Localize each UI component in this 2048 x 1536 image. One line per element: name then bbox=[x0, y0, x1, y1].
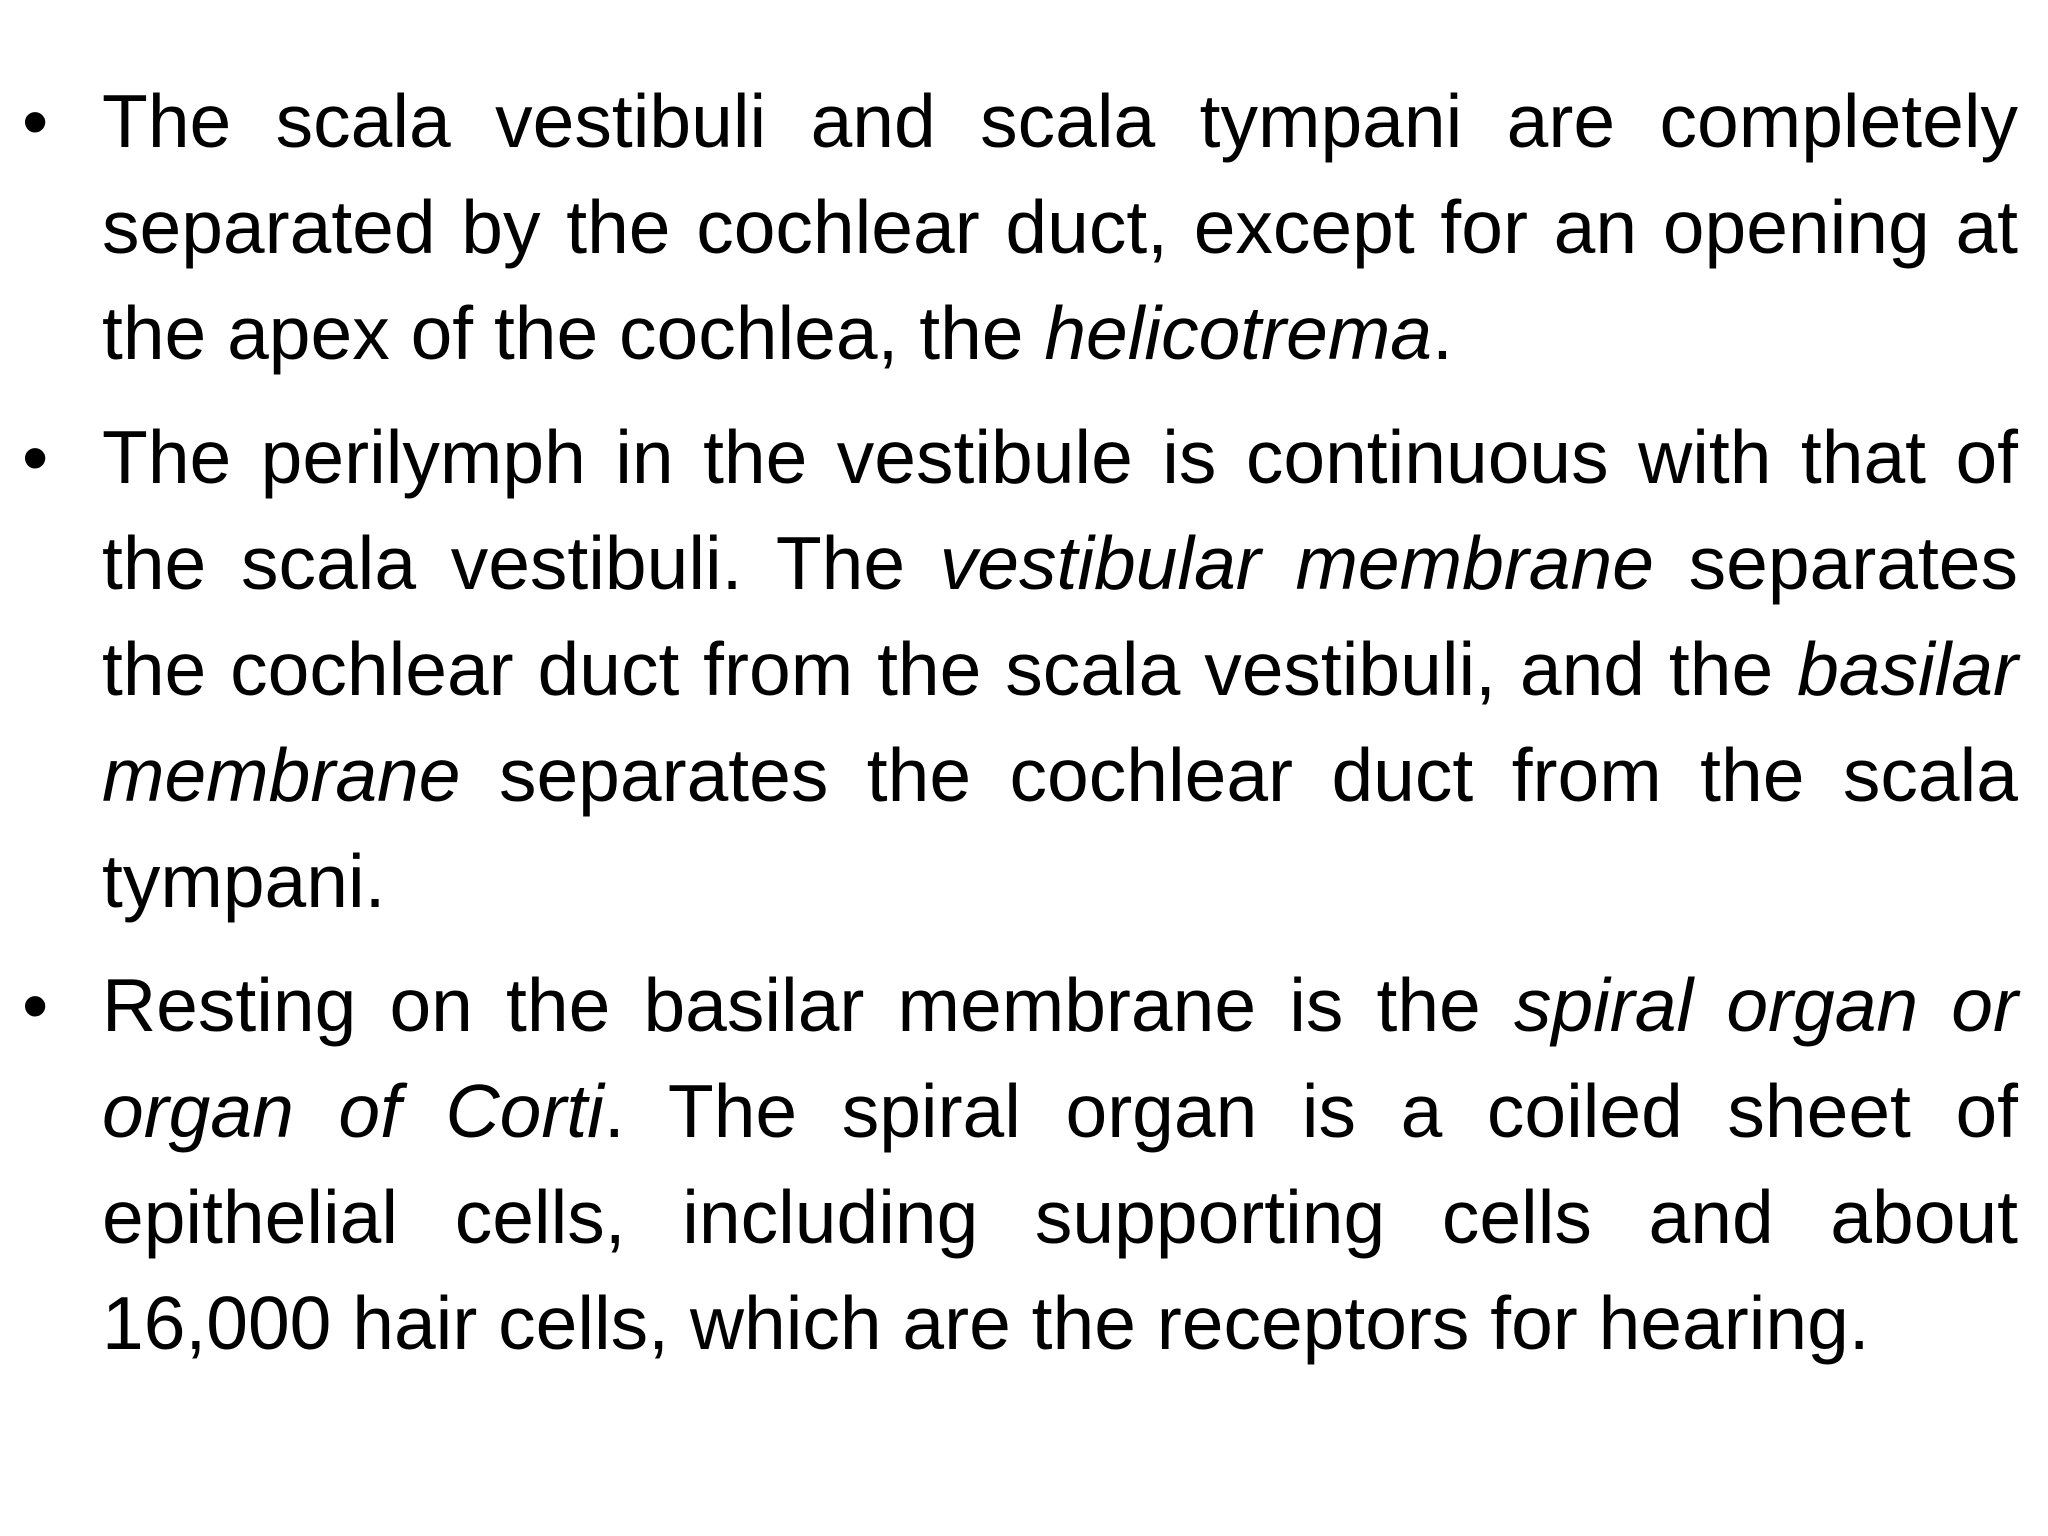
bullet-text-segment: separates the cochlear duct from the scala vestibuli, and the bbox=[102, 521, 2018, 711]
bullet-marker: • bbox=[22, 963, 49, 1047]
term-organ-of-corti: spiral organ or organ of Corti bbox=[102, 963, 2018, 1153]
bullet-text-segment: . bbox=[1432, 291, 1453, 375]
bullet-marker: • bbox=[22, 79, 49, 163]
term-helicotrema: helicotrema bbox=[1044, 291, 1433, 375]
bullet-marker: • bbox=[22, 415, 49, 499]
bullet-item-3 bbox=[0, 952, 2048, 1376]
term-basilar-membrane: basilar membrane bbox=[102, 627, 2018, 817]
bullet-text-segment: . The spiral organ is a coiled sheet of epithelial cells, including supporting cells and about 16,000 hair cells, which are the receptors for hearing. bbox=[102, 1069, 2018, 1365]
term-vestibular-membrane: vestibular membrane bbox=[939, 521, 1654, 605]
bullet-list bbox=[0, 68, 2048, 1394]
bullet-text-segment: The perilymph in the vestibule is continuous with that of the scala vestibuli. The bbox=[102, 415, 2018, 605]
bullet-text-segment: The scala vestibuli and scala tympani are completely separated by the cochlear duct, except for an opening at the apex of the cochlea, the bbox=[102, 79, 2018, 375]
bullet-text-segment: separates the cochlear duct from the scala tympani. bbox=[102, 733, 2018, 923]
bullet-item-1 bbox=[0, 68, 2048, 386]
bullet-item-2 bbox=[0, 404, 2048, 934]
bullet-text-segment: Resting on the basilar membrane is the bbox=[102, 963, 1514, 1047]
